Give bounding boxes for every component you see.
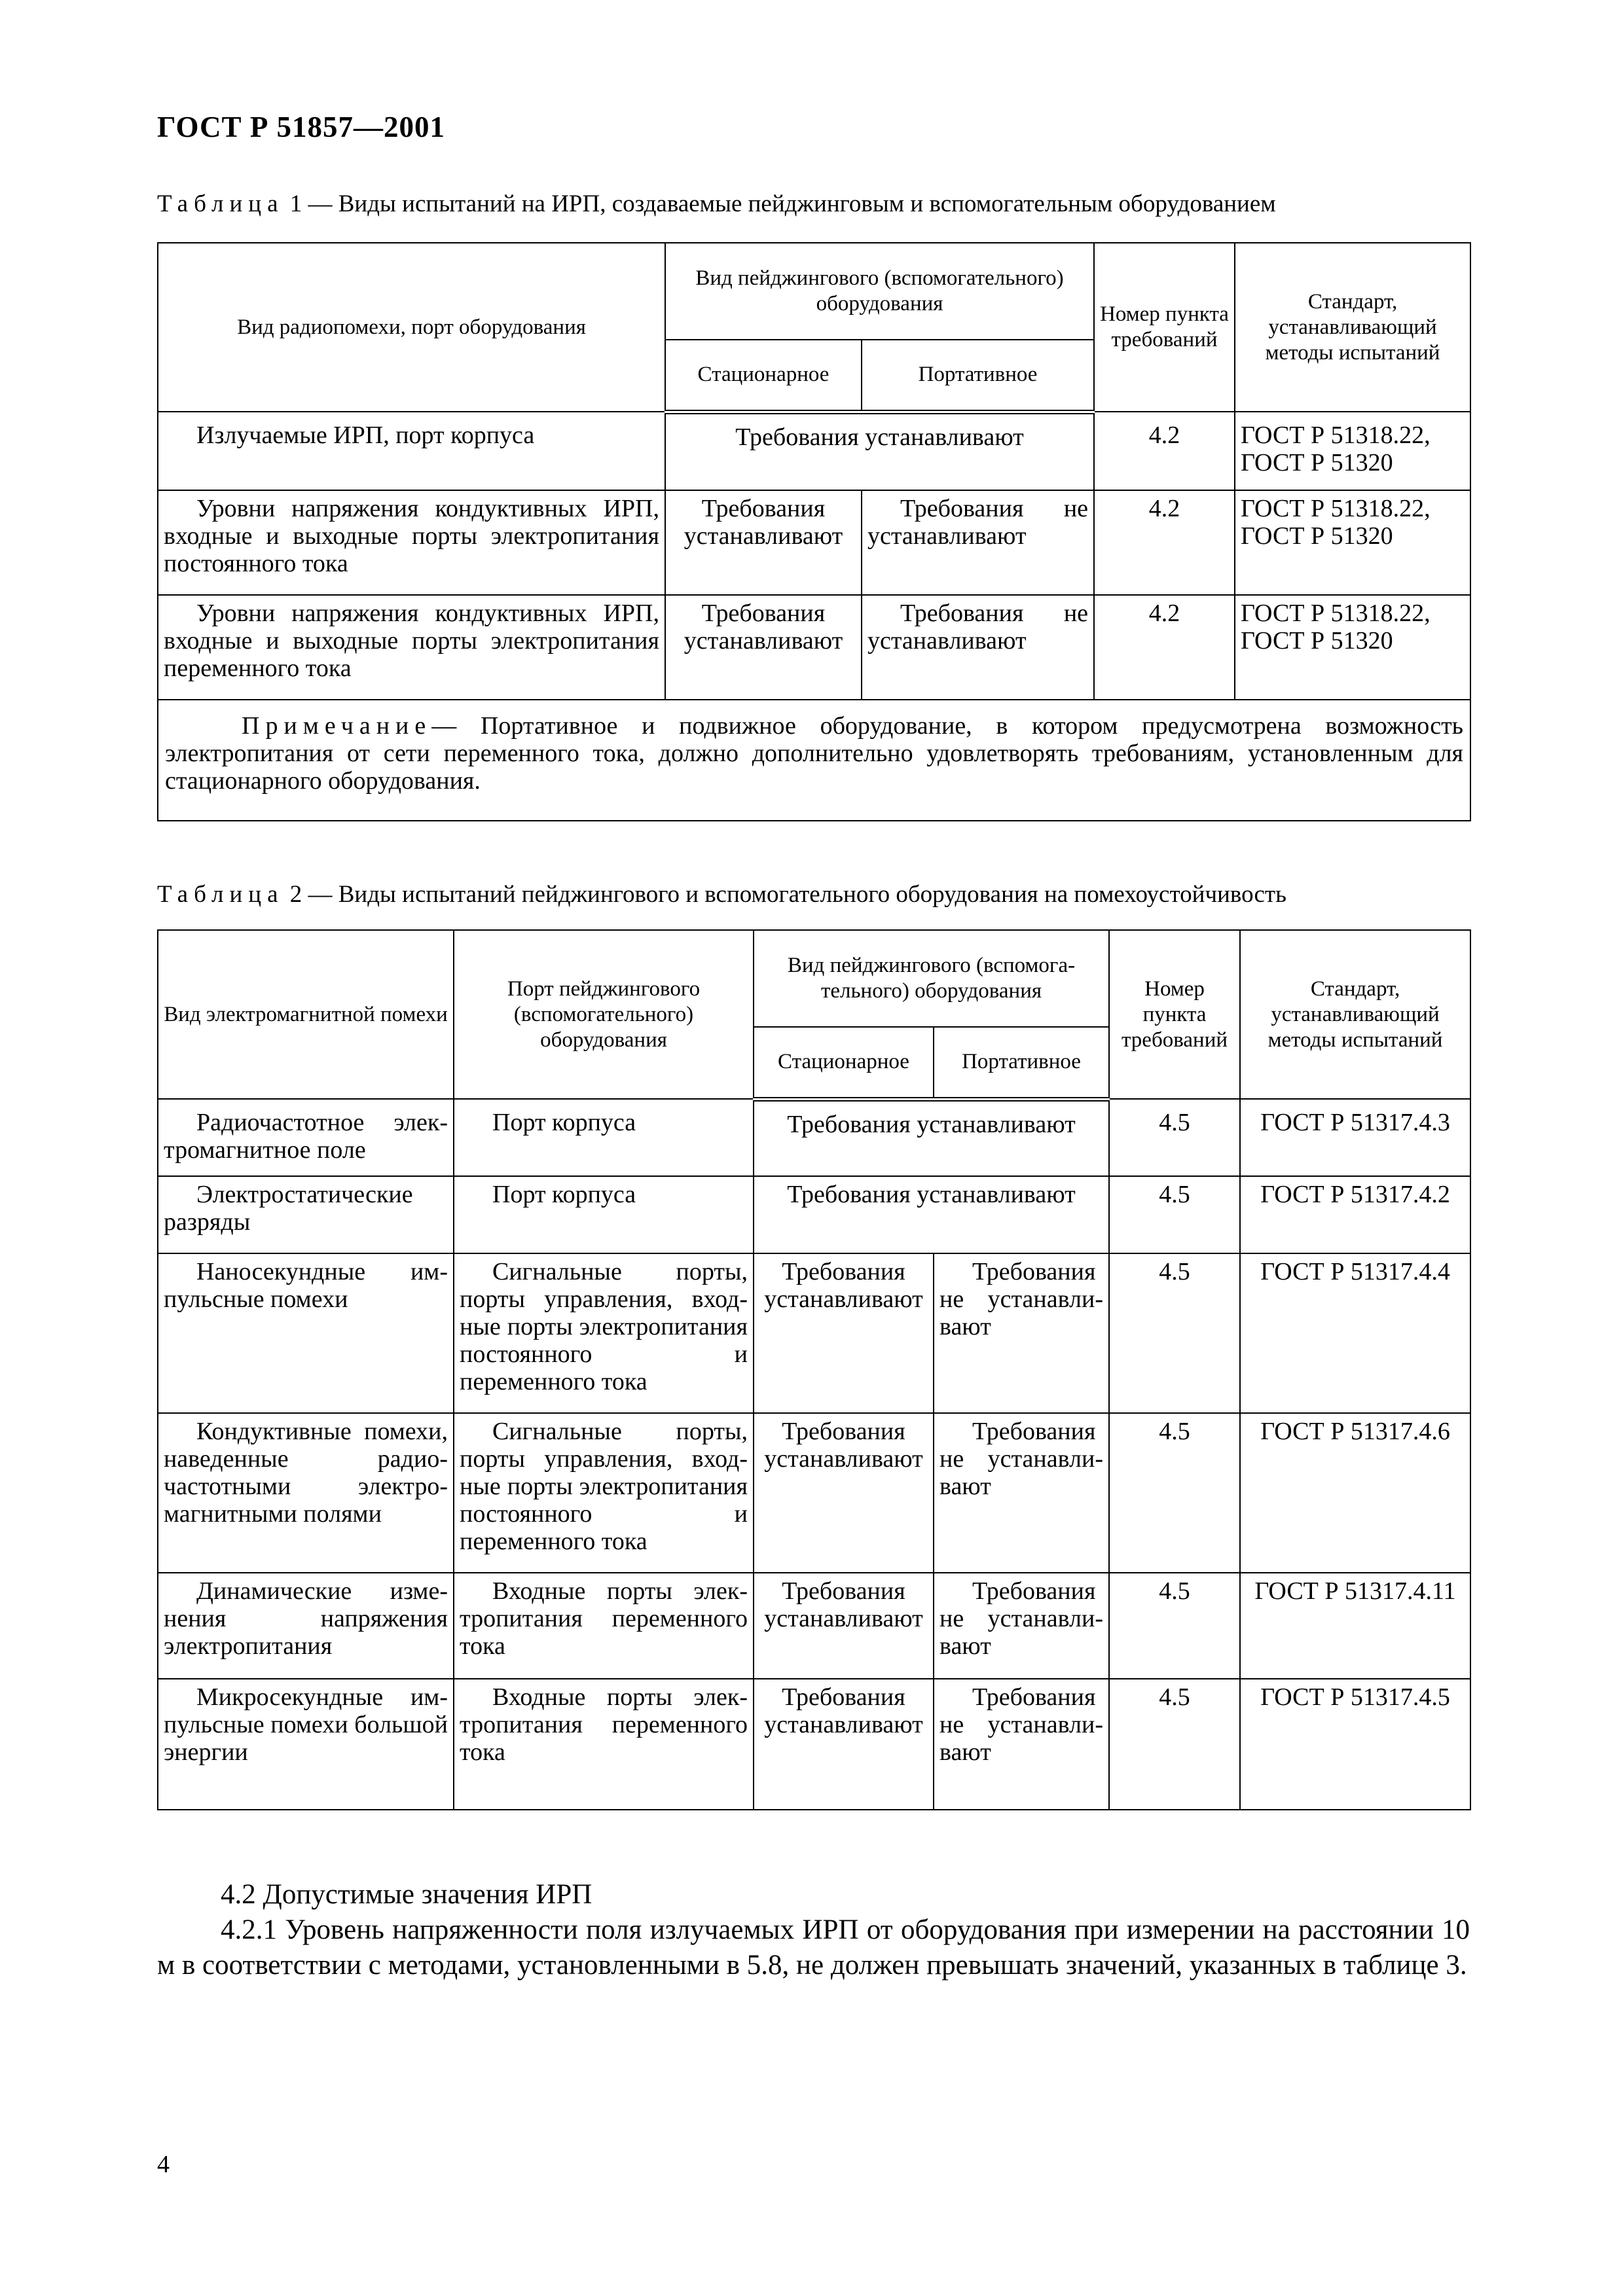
table2-row4-portable: Требования не устанавливают <box>934 1413 1109 1573</box>
table-row <box>158 490 1470 595</box>
table2-header-portable: Портативное <box>934 1027 1109 1099</box>
table1-note-text: — Портативное и подвижное оборудование, в котором предусмотрена возможность электропитания от сети переменного тока, должно дополнительно удовлетворять требованиям, установленным для стационарного оборудования. <box>165 712 1464 795</box>
table2-caption <box>157 880 1286 908</box>
table2-row1-name: Радиочастотное электромагнитное поле <box>158 1099 454 1176</box>
table1-row2-std: ГОСТ Р 51318.22, ГОСТ Р 51320 <box>1235 490 1470 595</box>
table2-row6-port: Входные порты электропитания переменного тока <box>454 1679 754 1810</box>
table-row <box>158 1413 1470 1573</box>
table1-row2-stationary: Требования устанавливают <box>665 490 862 595</box>
table1-caption-text: 1 — Виды испытаний на ИРП, создаваемые пейджинговым и вспомогательным оборудованием <box>289 190 1276 217</box>
table1-row1-std: ГОСТ Р 51318.22, ГОСТ Р 51320 <box>1235 412 1470 490</box>
table2-row4-name: Кондуктивные помехи, наведенные радиочастотными электромагнитными полями <box>158 1413 454 1573</box>
table1-row2-portable: Требования не устанавливают <box>862 490 1094 595</box>
table2-row6-name: Микросекундные импульсные помехи большой энергии <box>158 1679 454 1810</box>
table1-header-portable: Портативное <box>862 340 1094 412</box>
table1-header-stationary: Стационарное <box>665 340 862 412</box>
table2-row5-stationary: Требования устанавливают <box>754 1573 934 1679</box>
table2-row1-num: 4.5 <box>1109 1099 1240 1176</box>
table2-header-group: Вид пейджингового (вспомогательного) оборудования <box>754 930 1109 1027</box>
table2-row4-port: Сигнальные порты, порты управления, входные порты электропитания постоянного и переменного тока <box>454 1413 754 1573</box>
table1-header-std: Стандарт, устанавливающий методы испытаний <box>1235 243 1470 412</box>
page-number: 4 <box>157 2151 170 2178</box>
table1-caption-word: Таблица <box>157 190 284 217</box>
table-row <box>158 1176 1470 1253</box>
table2-header-num: Номер пункта требований <box>1109 930 1240 1099</box>
table2-row1-port: Порт корпуса <box>454 1099 754 1176</box>
table-row <box>158 1099 1470 1176</box>
table1-row3-num: 4.2 <box>1094 595 1235 700</box>
table1-note-word: Примечание <box>242 712 432 740</box>
table2-row5-num: 4.5 <box>1109 1573 1240 1679</box>
table2-row3-port: Сигнальные порты, порты управления, входные порты электропитания постоянного и переменного тока <box>454 1253 754 1413</box>
table2-row3-name: Наносекундные импульсные помехи <box>158 1253 454 1413</box>
table2-row4-std: ГОСТ Р 51317.4.6 <box>1240 1413 1470 1573</box>
table1-note <box>158 700 1470 821</box>
table2-caption-text: 2 — Виды испытаний пейджингового и вспомогательного оборудования на помехоустойчивость <box>289 881 1286 908</box>
table1-row2-name: Уровни напряжения кондуктивных ИРП, входные и выходные порты электропитания постоянного тока <box>158 490 665 595</box>
table-row <box>158 595 1470 700</box>
table2-header-col1: Вид электромагнитной помехи <box>158 930 454 1099</box>
table1-caption <box>157 190 1276 218</box>
table2-header-std: Стандарт, устанавливающий методы испытаний <box>1240 930 1470 1099</box>
table2-row2-requirement: Требования устанавливают <box>754 1176 1109 1253</box>
table2-row3-num: 4.5 <box>1109 1253 1240 1413</box>
table1 <box>157 242 1471 821</box>
table2-row2-num: 4.5 <box>1109 1176 1240 1253</box>
table-row <box>158 1253 1470 1413</box>
table1-row3-std: ГОСТ Р 51318.22, ГОСТ Р 51320 <box>1235 595 1470 700</box>
table1-header-num: Номер пункта требований <box>1094 243 1235 412</box>
table2-row6-std: ГОСТ Р 51317.4.5 <box>1240 1679 1470 1810</box>
table-row <box>158 412 1470 490</box>
table2-header-stationary: Стационарное <box>754 1027 934 1099</box>
table1-row1-num: 4.2 <box>1094 412 1235 490</box>
table2-row5-portable: Требования не устанавливают <box>934 1573 1109 1679</box>
table2-row6-portable: Требования не устанавливают <box>934 1679 1109 1810</box>
table2-row4-num: 4.5 <box>1109 1413 1240 1573</box>
table-row <box>158 1679 1470 1810</box>
table2-row5-std: ГОСТ Р 51317.4.11 <box>1240 1573 1470 1679</box>
table1-header-col1: Вид радиопомехи, порт оборудования <box>158 243 665 412</box>
table2 <box>157 929 1471 1810</box>
table2-row6-num: 4.5 <box>1109 1679 1240 1810</box>
table1-row3-stationary: Требования устанавливают <box>665 595 862 700</box>
table2-row5-port: Входные порты электропитания переменного тока <box>454 1573 754 1679</box>
table-row <box>158 1573 1470 1679</box>
table2-row4-stationary: Требования устанавливают <box>754 1413 934 1573</box>
table1-row3-portable: Требования не устанавливают <box>862 595 1094 700</box>
table1-row1-name: Излучаемые ИРП, порт корпуса <box>158 412 665 490</box>
table2-row6-stationary: Требования устанавливают <box>754 1679 934 1810</box>
section-heading: 4.2 Допустимые значения ИРП <box>221 1879 593 1910</box>
table2-row1-std: ГОСТ Р 51317.4.3 <box>1240 1099 1470 1176</box>
table1-row2-num: 4.2 <box>1094 490 1235 595</box>
table1-row3-name: Уровни напряжения кондуктивных ИРП, входные и выходные порты электропитания переменного тока <box>158 595 665 700</box>
table2-header-col2: Порт пейджингового (вспомогательного) оборудования <box>454 930 754 1099</box>
document-header: ГОСТ Р 51857—2001 <box>157 111 446 143</box>
table2-row2-port: Порт корпуса <box>454 1176 754 1253</box>
table1-row1-requirement: Требования устанавливают <box>665 412 1094 490</box>
table2-row3-std: ГОСТ Р 51317.4.4 <box>1240 1253 1470 1413</box>
table2-caption-word: Таблица <box>157 881 284 908</box>
table2-row2-std: ГОСТ Р 51317.4.2 <box>1240 1176 1470 1253</box>
table1-header-group: Вид пейджингового (вспомогательного) оборудования <box>665 243 1094 340</box>
table2-row1-requirement: Требования устанавливают <box>754 1099 1109 1176</box>
table2-row3-portable: Требования не устанавливают <box>934 1253 1109 1413</box>
table2-row3-stationary: Требования устанавливают <box>754 1253 934 1413</box>
section-paragraph: 4.2.1 Уровень напряженности поля излучаемых ИРП от оборудования при измерении на расстоянии 10 м в соответствии с методами, установленными в 5.8, не должен превышать значений, указанных в таблице 3. <box>157 1914 1470 1981</box>
table2-row2-name: Электростатические разряды <box>158 1176 454 1253</box>
table2-row5-name: Динамические изменения напряжения электропитания <box>158 1573 454 1679</box>
